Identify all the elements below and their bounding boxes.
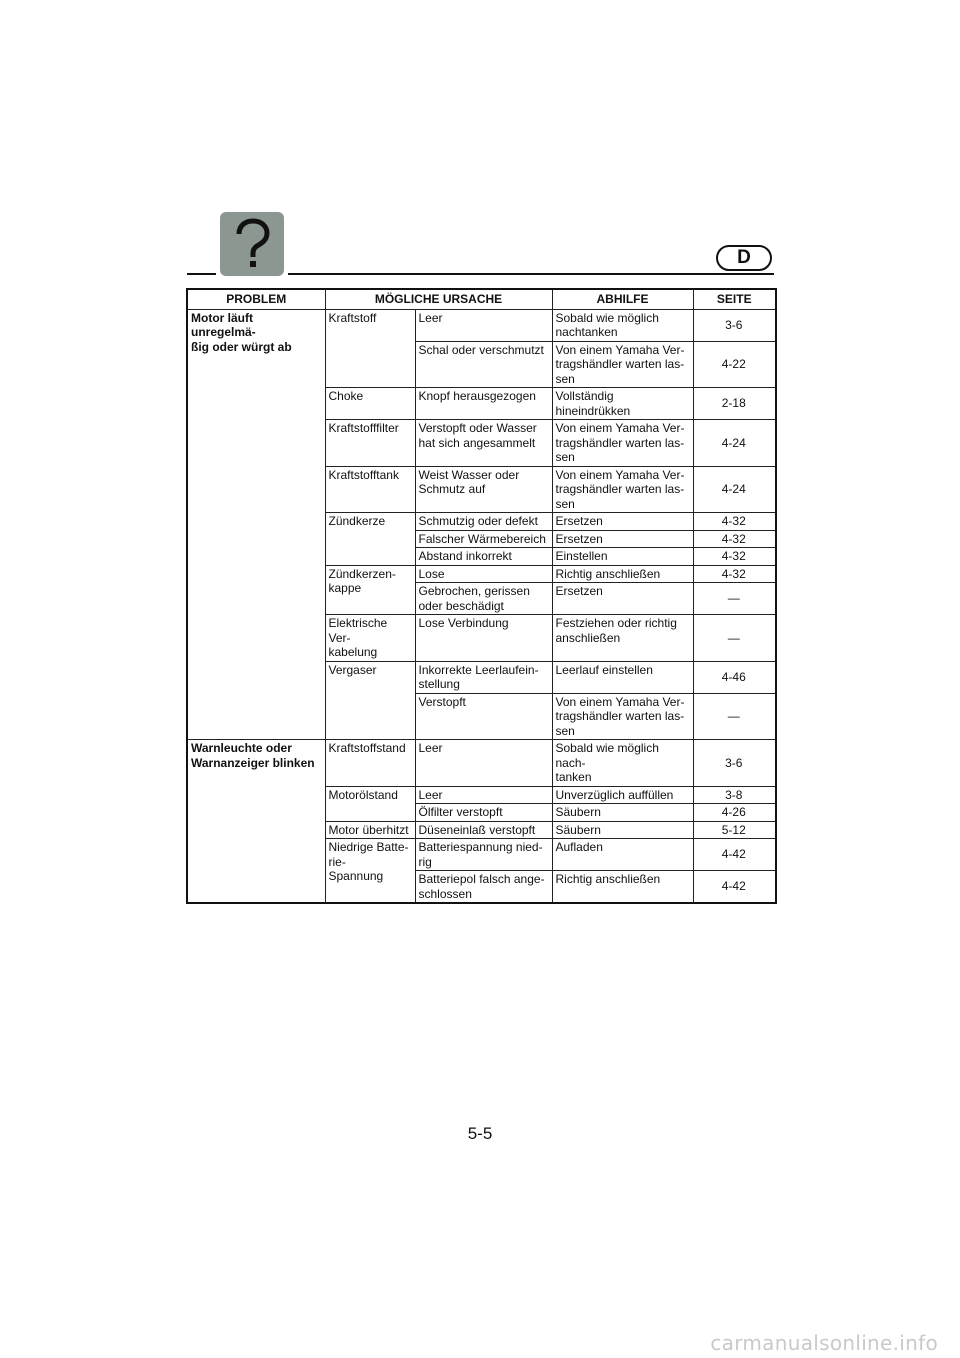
- cause-cell: [325, 466, 415, 513]
- cause-cell-line: rie-: [328, 854, 346, 869]
- cause-detail-cell: [415, 548, 552, 566]
- remedy-cell-line: Richtig anschließen: [555, 566, 661, 581]
- cause-detail-cell-line: stellung: [418, 677, 460, 691]
- cause-detail-cell-line: Leer: [418, 741, 443, 755]
- remedy-cell: [552, 615, 693, 662]
- remedy-cell-line: anschließen: [555, 630, 621, 645]
- remedy-cell-line: Ersetzen: [555, 531, 603, 546]
- remedy-cell-line: Festziehen oder richtig: [555, 616, 677, 630]
- remedy-cell: [552, 871, 693, 904]
- problem-cell: [187, 740, 325, 904]
- page-ref-cell: 4-22: [693, 341, 776, 388]
- cause-cell-line: kabelung: [328, 645, 378, 659]
- cause-detail-cell: [415, 466, 552, 513]
- problem-cell-line: ßig oder würgt ab: [191, 339, 292, 354]
- cause-detail-cell: [415, 388, 552, 420]
- cause-detail-cell-line: Schmutz auf: [418, 482, 486, 496]
- cause-cell: [325, 513, 415, 566]
- remedy-cell-line: sen: [555, 450, 575, 464]
- cause-cell-line: Kraftstofftank: [328, 467, 399, 482]
- remedy-cell-line: Säubern: [555, 805, 601, 819]
- cause-cell: [325, 615, 415, 662]
- question-mark-icon: [220, 212, 284, 276]
- remedy-cell: [552, 530, 693, 548]
- column-header-remedy: ABHILFE: [552, 289, 693, 309]
- remedy-cell: [552, 661, 693, 693]
- remedy-cell: [552, 466, 693, 513]
- cause-detail-cell-line: Ölfilter verstopft: [418, 805, 503, 819]
- cause-detail-cell-line: Falscher Wärmebereich: [418, 531, 546, 546]
- remedy-cell-line: tragshändler warten las-: [555, 357, 685, 371]
- cause-cell-line: Spannung: [328, 869, 384, 883]
- cause-cell: [325, 565, 415, 615]
- cause-cell-line: Zündkerze: [328, 514, 386, 528]
- page-ref-cell: 3-8: [693, 786, 776, 804]
- table-row: [187, 740, 776, 787]
- remedy-cell-line: Sobald wie möglich: [555, 310, 659, 325]
- problem-cell-line: Warnanzeiger blinken: [191, 755, 315, 770]
- cause-detail-cell: [415, 513, 552, 531]
- cause-detail-cell-line: Verstopft oder Wasser: [418, 421, 537, 435]
- cause-cell-line: Elektrische Ver-: [328, 616, 388, 645]
- remedy-cell: [552, 548, 693, 566]
- page-ref-cell: 5-12: [693, 821, 776, 839]
- cause-detail-cell-line: Batteriepol falsch ange-: [418, 872, 545, 886]
- remedy-cell: [552, 693, 693, 740]
- cause-detail-cell: [415, 530, 552, 548]
- remedy-cell: [552, 513, 693, 531]
- page-ref-cell: —: [693, 693, 776, 740]
- cause-detail-cell: [415, 786, 552, 804]
- page-ref-cell: 4-42: [693, 871, 776, 904]
- remedy-cell-line: Richtig anschließen: [555, 872, 661, 886]
- cause-detail-cell-line: Gebrochen, gerissen: [418, 584, 530, 598]
- problem-cell: [187, 309, 325, 740]
- cause-detail-cell-line: Schmutzig oder defekt: [418, 514, 538, 528]
- remedy-cell-line: Säubern: [555, 822, 601, 837]
- cause-cell-line: Niedrige Batte-: [328, 840, 409, 854]
- remedy-cell: [552, 388, 693, 420]
- cause-detail-cell-line: Knopf herausgezogen: [418, 389, 536, 403]
- cause-detail-cell-line: Inkorrekte Leerlaufein-: [418, 662, 539, 677]
- remedy-cell-line: Von einem Yamaha Ver-: [555, 342, 685, 357]
- page-ref-cell: 4-24: [693, 466, 776, 513]
- remedy-cell-line: Unverzüglich auffüllen: [555, 787, 674, 802]
- cause-detail-cell: [415, 839, 552, 871]
- remedy-cell-line: tragshändler warten las-: [555, 709, 685, 723]
- column-header-page: SEITE: [693, 289, 776, 309]
- page-ref-cell: 4-26: [693, 804, 776, 822]
- cause-detail-cell-line: Lose Verbindung: [418, 616, 509, 630]
- cause-cell: [325, 839, 415, 904]
- cause-detail-cell: [415, 583, 552, 615]
- remedy-cell: [552, 786, 693, 804]
- watermark: carmanualsonline.info: [710, 1331, 938, 1355]
- remedy-cell-line: sen: [555, 371, 575, 386]
- cause-cell-line: Vergaser: [328, 662, 377, 677]
- cause-cell-line: Motor überhitzt: [328, 822, 409, 837]
- cause-detail-cell: [415, 420, 552, 467]
- page-ref-cell: —: [693, 583, 776, 615]
- cause-detail-cell: [415, 693, 552, 740]
- cause-detail-cell-line: Lose: [418, 566, 445, 581]
- cause-cell: [325, 786, 415, 821]
- remedy-cell-line: Einstellen: [555, 549, 608, 563]
- cause-cell-line: Motorölstand: [328, 787, 398, 802]
- cause-detail-cell: [415, 341, 552, 388]
- remedy-cell-line: sen: [555, 723, 575, 738]
- page-ref-cell: 3-6: [693, 309, 776, 341]
- cause-detail-cell-line: Weist Wasser oder: [418, 467, 520, 482]
- cause-detail-cell-line: Leer: [418, 787, 443, 802]
- remedy-cell-line: Ersetzen: [555, 514, 603, 528]
- table-row: [187, 309, 776, 341]
- cause-cell-line: kappe: [328, 581, 362, 595]
- table-header-row: [187, 289, 776, 309]
- troubleshooting-table: [186, 288, 777, 904]
- cause-detail-cell-line: Batteriespannung nied-: [418, 840, 543, 854]
- remedy-cell-line: tanken: [555, 770, 592, 784]
- page-ref-cell: 4-46: [693, 661, 776, 693]
- page-ref-cell: —: [693, 615, 776, 662]
- page-ref-cell: 4-42: [693, 839, 776, 871]
- remedy-cell-line: Aufladen: [555, 840, 603, 854]
- remedy-cell-line: Von einem Yamaha Ver-: [555, 467, 685, 482]
- cause-detail-cell-line: schlossen: [418, 886, 472, 901]
- remedy-cell-line: sen: [555, 496, 575, 511]
- remedy-cell-line: Von einem Yamaha Ver-: [555, 421, 685, 435]
- remedy-cell-line: tragshändler warten las-: [555, 435, 685, 450]
- cause-detail-cell: [415, 309, 552, 341]
- remedy-cell: [552, 804, 693, 822]
- page-ref-cell: 4-24: [693, 420, 776, 467]
- cause-cell: [325, 661, 415, 740]
- cause-cell: [325, 740, 415, 787]
- table-body: [187, 309, 776, 903]
- remedy-cell: [552, 583, 693, 615]
- page-ref-cell: 4-32: [693, 565, 776, 583]
- language-badge: D: [716, 245, 772, 271]
- cause-detail-cell-line: oder beschädigt: [418, 598, 504, 613]
- cause-detail-cell-line: hat sich angesammelt: [418, 435, 536, 450]
- page-ref-cell: 4-32: [693, 530, 776, 548]
- page-number: 5-5: [467, 1124, 493, 1143]
- remedy-cell-line: Leerlauf einstellen: [555, 662, 653, 677]
- column-header-cause: MÖGLICHE URSACHE: [325, 289, 552, 309]
- remedy-cell: [552, 420, 693, 467]
- cause-detail-cell-line: Düseneinlaß verstopft: [418, 822, 536, 837]
- cause-detail-cell-line: Leer: [418, 310, 443, 325]
- page-ref-cell: 4-32: [693, 513, 776, 531]
- problem-cell-line: Warnleuchte oder: [191, 741, 292, 755]
- remedy-cell-line: tragshändler warten las-: [555, 482, 685, 496]
- cause-detail-cell: [415, 565, 552, 583]
- cause-cell: [325, 388, 415, 420]
- remedy-cell: [552, 821, 693, 839]
- cause-cell-line: Kraftstoffstand: [328, 741, 406, 755]
- page-ref-cell: 2-18: [693, 388, 776, 420]
- cause-cell-line: Kraftstoff: [328, 310, 377, 325]
- cause-cell-line: Kraftstofffilter: [328, 421, 399, 435]
- page-ref-cell: 3-6: [693, 740, 776, 787]
- cause-cell: [325, 821, 415, 839]
- cause-detail-cell-line: Schal oder verschmutzt: [418, 342, 544, 357]
- remedy-cell: [552, 740, 693, 787]
- cause-detail-cell: [415, 615, 552, 662]
- remedy-cell: [552, 309, 693, 341]
- remedy-cell-line: Vollständig hineindrükken: [555, 389, 631, 418]
- cause-detail-cell: [415, 661, 552, 693]
- cause-cell-line: Choke: [328, 389, 364, 403]
- cause-detail-cell: [415, 804, 552, 822]
- cause-cell: [325, 309, 415, 388]
- cause-detail-cell-line: rig: [418, 854, 432, 869]
- remedy-cell: [552, 839, 693, 871]
- cause-detail-cell-line: Verstopft: [418, 694, 466, 709]
- remedy-cell-line: Von einem Yamaha Ver-: [555, 694, 685, 709]
- header-rule-left: [187, 273, 216, 275]
- problem-cell-line: Motor läuft unregelmä-: [191, 310, 256, 339]
- remedy-cell-line: nachtanken: [555, 325, 618, 339]
- header-rule-right: [288, 273, 774, 275]
- cause-cell: [325, 420, 415, 467]
- page-ref-cell: 4-32: [693, 548, 776, 566]
- remedy-cell-line: Ersetzen: [555, 584, 603, 598]
- remedy-cell: [552, 341, 693, 388]
- remedy-cell-line: Sobald wie möglich nach-: [555, 741, 659, 770]
- cause-cell-line: Zündkerzen-: [328, 566, 396, 581]
- cause-detail-cell: [415, 821, 552, 839]
- cause-detail-cell-line: Abstand inkorrekt: [418, 549, 512, 563]
- remedy-cell: [552, 565, 693, 583]
- cause-detail-cell: [415, 740, 552, 787]
- column-header-problem: PROBLEM: [187, 289, 325, 309]
- cause-detail-cell: [415, 871, 552, 904]
